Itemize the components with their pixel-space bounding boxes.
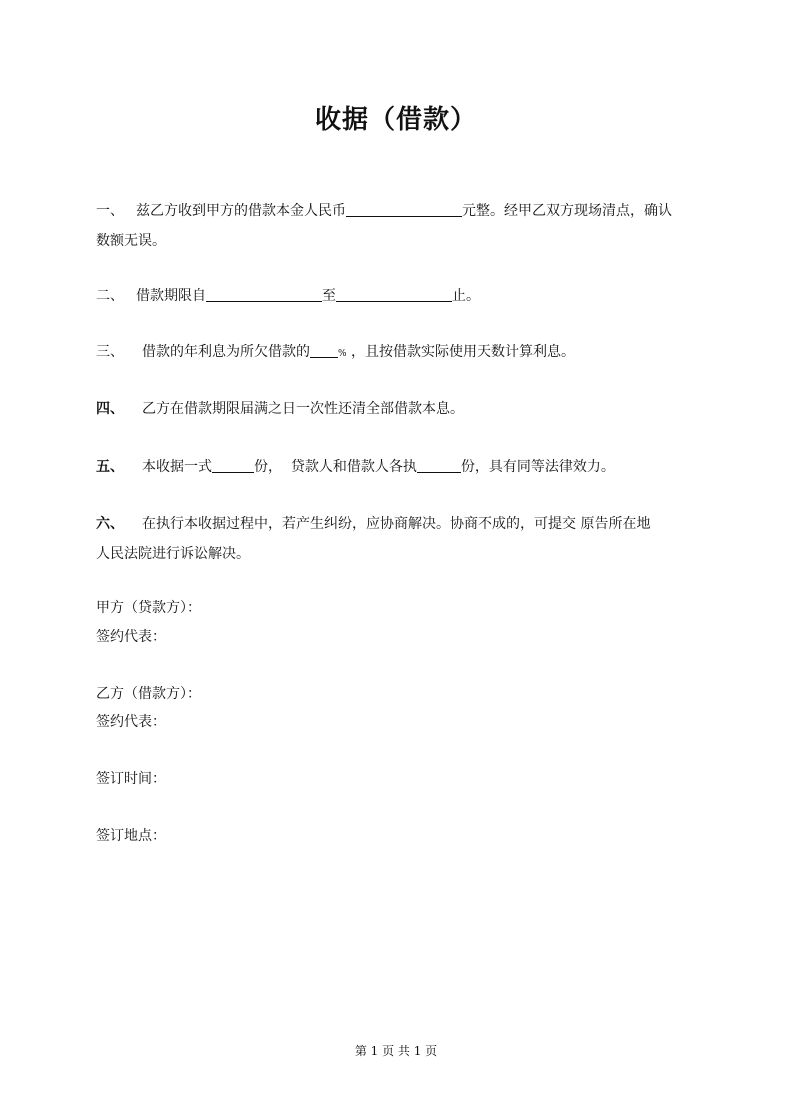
start-date-blank[interactable] (206, 287, 322, 302)
each-copies-blank[interactable] (417, 458, 461, 473)
clause-6-number: 六、 (96, 516, 124, 532)
clause-1-post: 元整。经甲乙双方现场清点，确认 (462, 203, 672, 219)
sign-time-label: 签订时间： (96, 771, 166, 787)
clause-5-mid: 份， 贷款人和借款人各执 (254, 459, 417, 475)
clause-2 (96, 281, 696, 311)
party-a-label: 甲方（贷款方）： (96, 600, 201, 616)
clause-6-line2: 人民法院进行诉讼解决。 (96, 546, 250, 562)
party-b-label: 乙方（借款方）： (96, 686, 201, 702)
sign-place-label: 签订地点： (96, 828, 166, 844)
clause-2-post: 止。 (452, 288, 480, 304)
clause-3-pre: 借款的年利息为所欠借款的 (142, 344, 310, 360)
clause-4-text: 乙方在借款期限届满之日一次性还清全部借款本息。 (142, 401, 464, 417)
clause-1-pre: 兹乙方收到甲方的借款本金人民币 (136, 203, 346, 219)
clause-1 (96, 196, 696, 256)
clause-6 (96, 509, 696, 569)
clause-3 (96, 337, 696, 369)
clause-1-line2: 数额无误。 (96, 233, 166, 249)
clause-3-post: ，且按借款实际使用天数计算利息。 (351, 344, 576, 360)
interest-rate-blank[interactable] (310, 343, 338, 358)
clause-6-text: 在执行本收据过程中，若产生纠纷，应协商解决。协商不成的，可提交 原告所在地 (142, 516, 651, 532)
copies-blank[interactable] (212, 458, 254, 473)
page-footer: 第 1 页 共 1 页 (354, 1044, 438, 1058)
clause-4-number: 四、 (96, 401, 124, 417)
clause-5 (96, 452, 696, 482)
clause-2-number: 二、 (96, 288, 124, 304)
clause-1-number: 一、 (96, 203, 124, 219)
party-b-rep-label: 签约代表： (96, 714, 166, 730)
clause-4 (96, 394, 696, 424)
clause-2-mid: 至 (322, 288, 336, 304)
clause-3-number: 三、 (96, 344, 124, 360)
amount-blank[interactable] (346, 202, 462, 217)
document-title: 收据（借款） (314, 105, 477, 135)
percent-sign: % (338, 349, 347, 359)
clause-5-number: 五、 (96, 459, 124, 475)
clause-5-post: 份，具有同等法律效力。 (460, 459, 615, 475)
party-a-rep-label: 签约代表： (96, 629, 166, 645)
end-date-blank[interactable] (336, 287, 452, 302)
clause-5-pre: 本收据一式 (142, 459, 212, 475)
clause-2-pre: 借款期限自 (136, 288, 206, 304)
